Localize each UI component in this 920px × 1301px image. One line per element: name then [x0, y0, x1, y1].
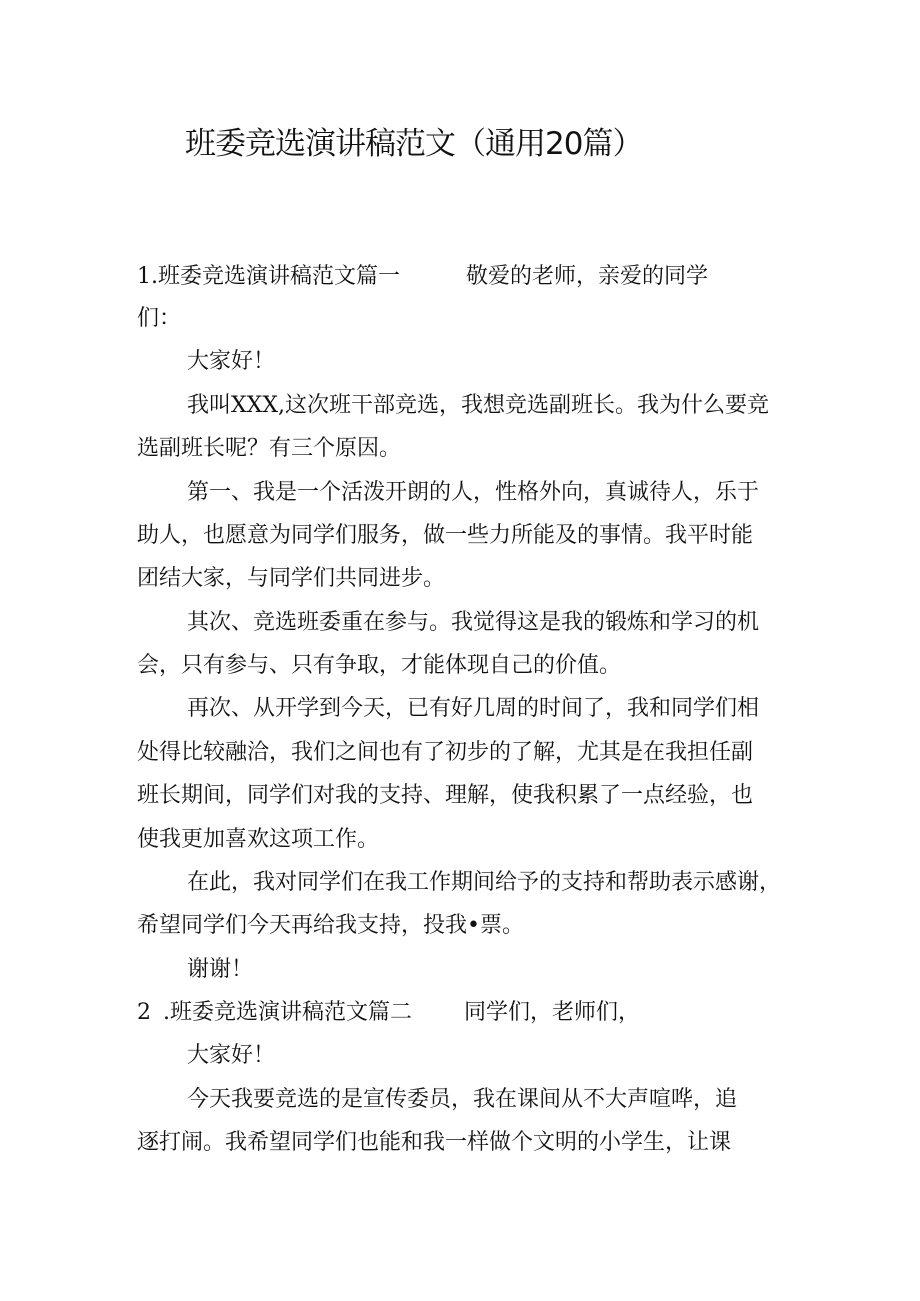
paragraph-line: 我叫XXX,这次班干部竞选，我想竞选副班长。我为什么要竞	[187, 393, 769, 418]
paragraph-line: 选副班长呢？有三个原因。	[137, 436, 402, 461]
paragraph-line: 再次、从开学到今天，已有好几周的时间了，我和同学们相	[187, 696, 760, 721]
paragraph-line: 第一、我是一个活泼开朗的人，性格外向，真诚待人，乐于	[187, 480, 760, 505]
paragraph-line: 大家好！	[187, 349, 276, 374]
section-2-heading: .班委竞选演讲稿范文篇二	[163, 1000, 412, 1025]
paragraph-line: 会，只有参与、只有争取，才能体现自己的价值。	[137, 653, 622, 678]
paragraph-line: 使我更加喜欢这项工作。	[137, 827, 380, 852]
paragraph-line: 在此，我对同学们在我工作期间给予的支持和帮助表示感谢，	[187, 870, 782, 895]
paragraph-line: 希望同学们今天再给我支持，投我•票。	[137, 913, 524, 938]
section-2-salutation: 同学们，老师们，	[464, 1000, 641, 1025]
paragraph-line: 大家好！	[187, 1043, 276, 1068]
paragraph-line: 班长期间，同学们对我的支持、理解，使我积累了一点经验，也	[137, 783, 754, 808]
paragraph-line: 逐打闹。我希望同学们也能和我一样做个文明的小学生，让课	[137, 1130, 732, 1155]
paragraph-line: 助人，也愿意为同学们服务，做一些力所能及的事情。我平时能	[137, 523, 754, 548]
section-2-heading-line	[137, 998, 640, 1028]
paragraph-line: 处得比较融洽，我们之间也有了初步的了解，尤其是在我担任副	[137, 740, 754, 765]
paragraph-line: 今天我要竞选的是宣传委员，我在课间从不大声喧哗，追	[187, 1087, 738, 1112]
paragraph-line: 团结大家，与同学们共同进步。	[137, 566, 446, 591]
section-1-salutation: 敬爱的老师，亲爱的同学	[466, 264, 709, 289]
section-2-number: 2	[137, 1000, 151, 1025]
document-title: 班委竞选演讲稿范文（通用20篇）	[185, 126, 643, 162]
paragraph-line: 其次、竞选班委重在参与。我觉得这是我的锻炼和学习的机	[187, 610, 760, 635]
section-1-salutation-cont: 们：	[137, 306, 182, 331]
section-1-heading-line	[137, 262, 708, 292]
section-1-number: 1	[137, 264, 151, 289]
paragraph-line: 谢谢！	[187, 957, 254, 982]
section-1-heading: .班委竞选演讲稿范文篇一	[151, 264, 400, 289]
